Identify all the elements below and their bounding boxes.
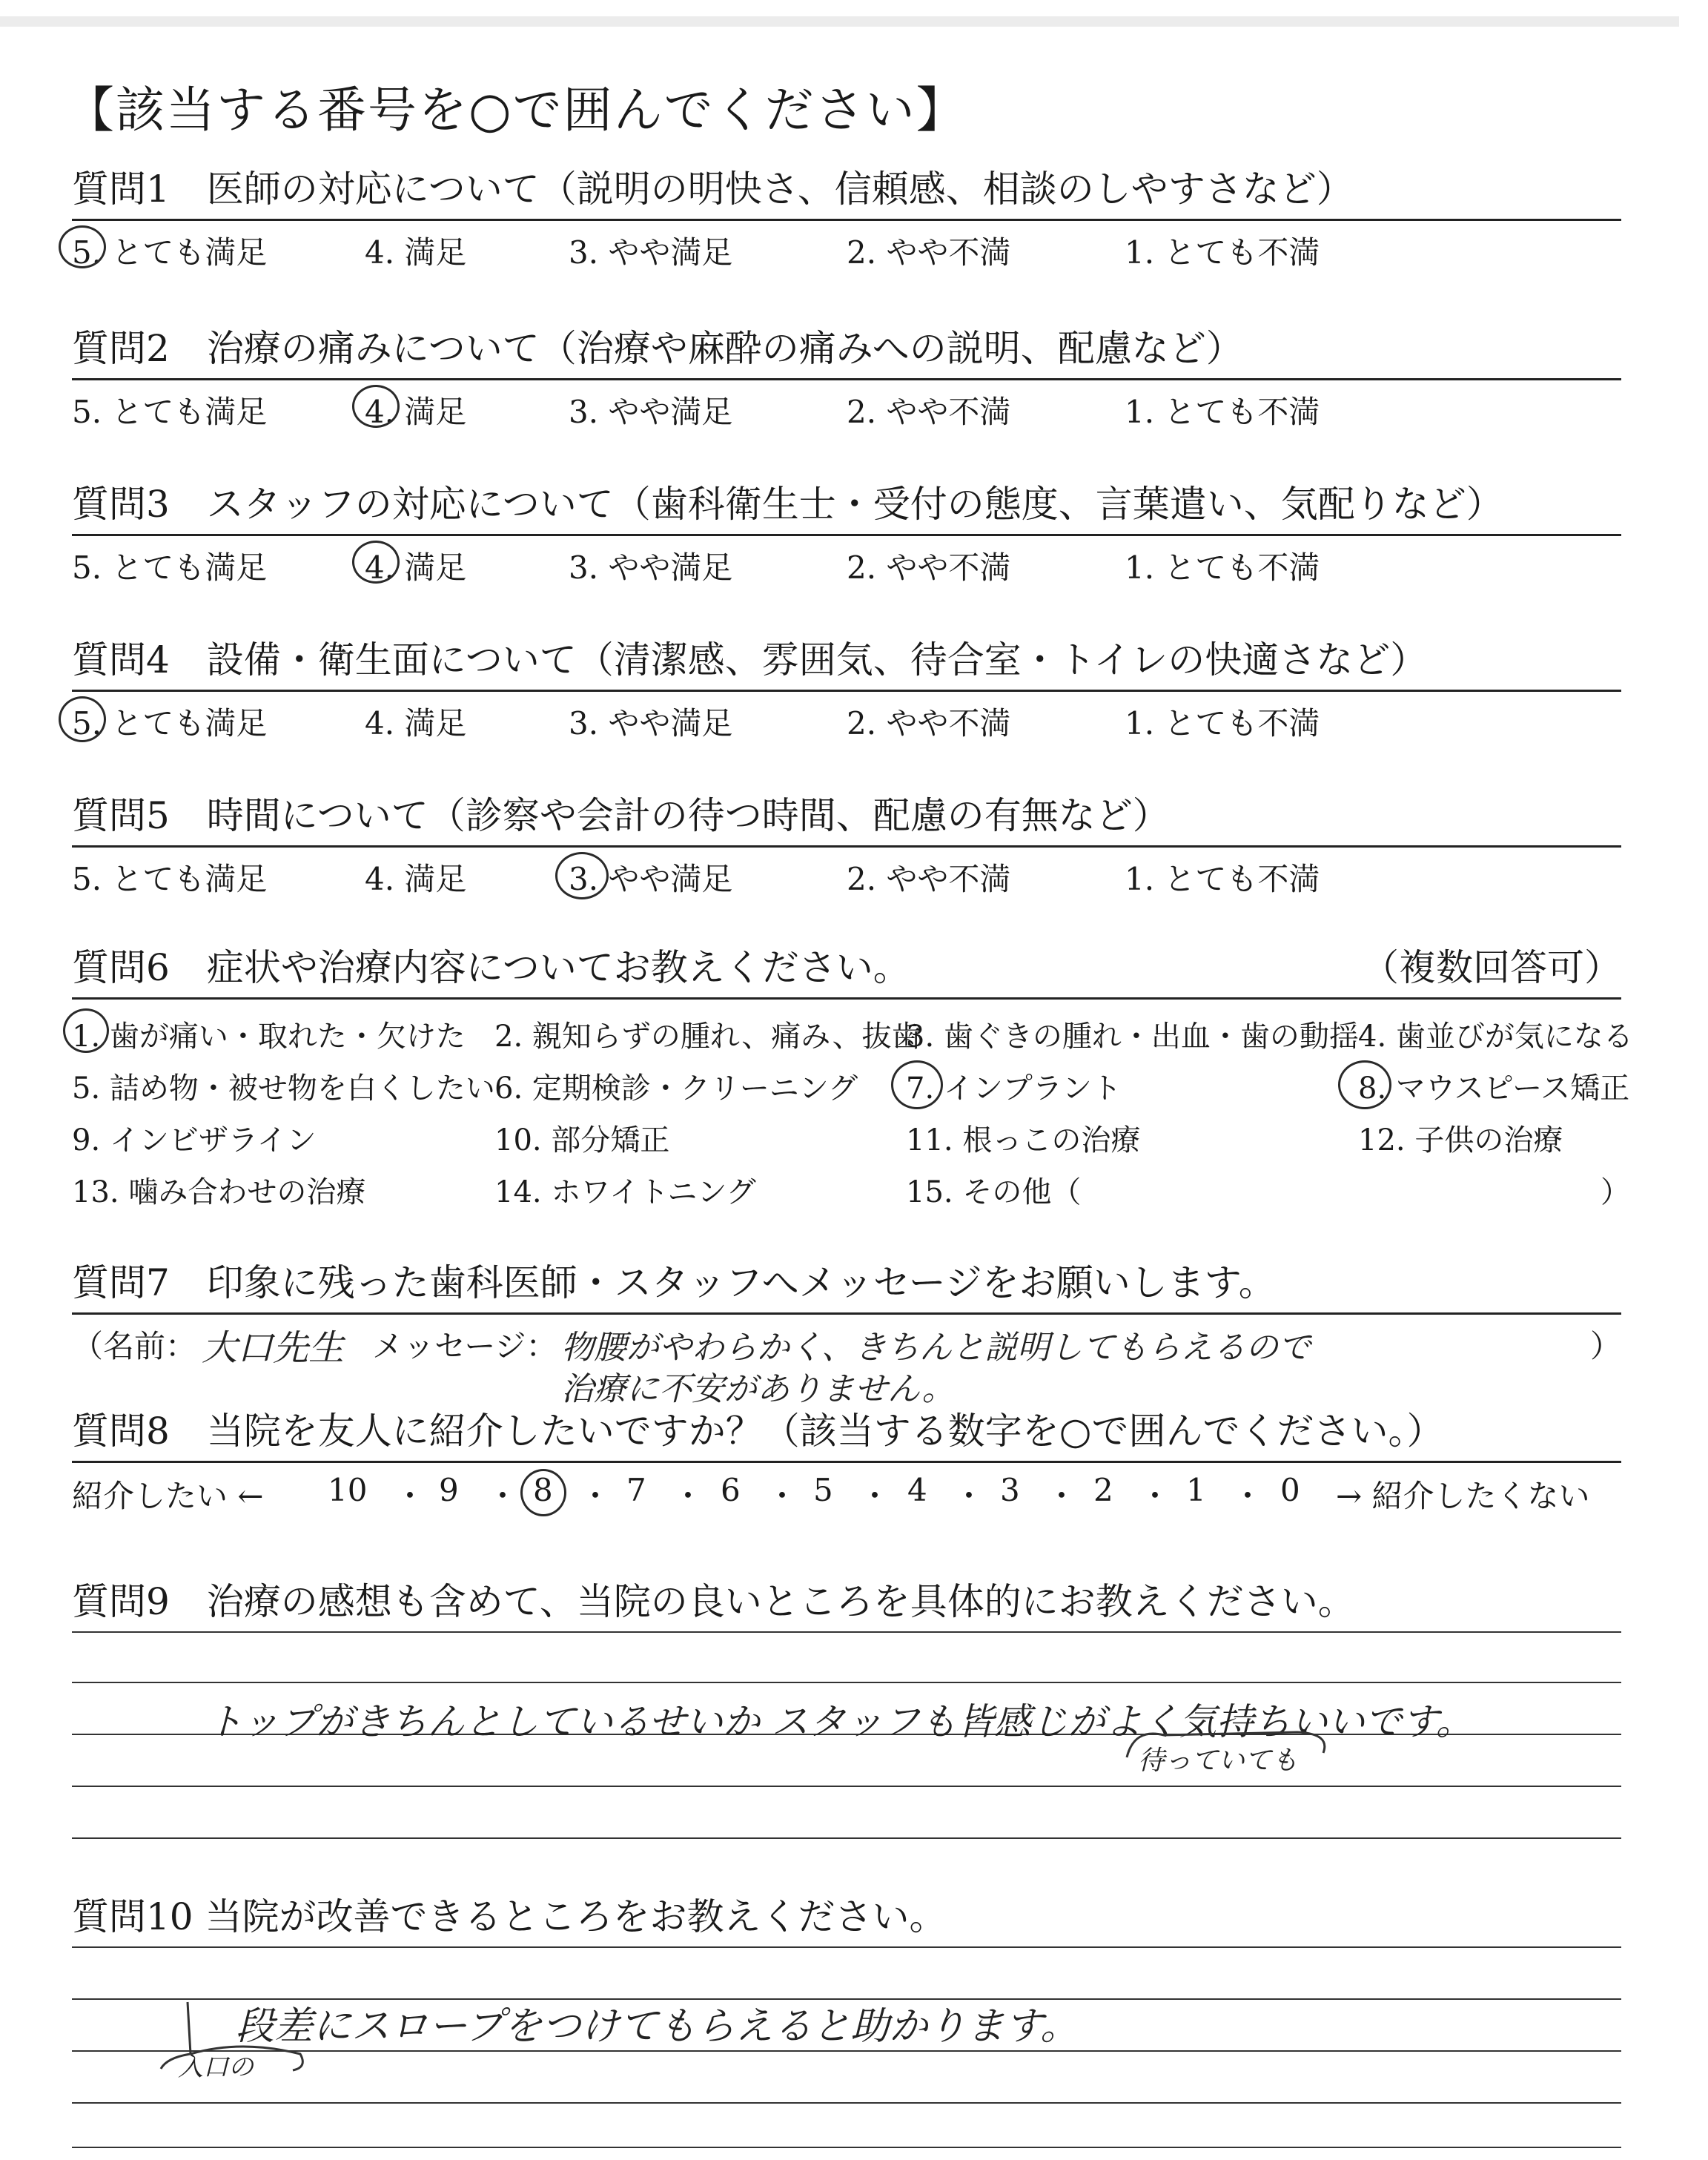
- option-2[interactable]: 2. やや不満: [847, 234, 1011, 271]
- scale-8[interactable]: 8: [533, 1472, 553, 1508]
- scale-7[interactable]: 7: [626, 1472, 646, 1508]
- scale-dot: ・: [1232, 1478, 1264, 1514]
- question-heading: 質問7 印象に残った歯科医師・スタッフへメッセージをお願いします。: [72, 1261, 1276, 1304]
- right-label: → 紹介したくない: [1336, 1478, 1590, 1514]
- close-paren: ）: [1601, 1175, 1630, 1209]
- question-4: [72, 630, 1621, 744]
- option-1[interactable]: 1. とても不満: [1125, 549, 1320, 586]
- option-6[interactable]: 6. 定期検診・クリーニング: [494, 1071, 858, 1106]
- option-5[interactable]: 5. とても満足: [72, 394, 268, 430]
- message-line-2[interactable]: 治療に不安がありません。: [561, 1370, 955, 1408]
- question-9: [72, 1572, 1621, 1631]
- question-heading-text: 質問6 症状や治療内容についてお教えください。: [72, 946, 910, 989]
- rating-options: [72, 692, 1621, 744]
- selection-circle: [59, 696, 106, 742]
- answer-line: [72, 1946, 1621, 1948]
- option-10[interactable]: 10. 部分矯正: [494, 1123, 670, 1157]
- question-heading: [72, 938, 1621, 997]
- option-5[interactable]: 5. とても満足: [72, 861, 268, 897]
- answer-line: [72, 2102, 1621, 2104]
- q9-answer[interactable]: トップがきちんとしているせいか スタッフも皆感じがよく気持ちいいです。: [206, 1700, 1473, 1743]
- selection-circle: [352, 541, 400, 584]
- scale-dot: ・: [487, 1478, 519, 1514]
- option-2[interactable]: 2. やや不満: [847, 394, 1011, 430]
- option-3[interactable]: 3. やや満足: [569, 234, 733, 271]
- option-4[interactable]: 4. 満足: [365, 234, 467, 271]
- scan-top-edge: [0, 16, 1679, 27]
- q10-insert[interactable]: 入口の: [178, 2052, 254, 2082]
- option-4[interactable]: 4. 満足: [365, 861, 467, 897]
- answer-line: [72, 1631, 1621, 1633]
- symptom-options: [72, 1000, 1633, 1215]
- option-3[interactable]: 3. やや満足: [569, 394, 733, 430]
- selection-circle: [520, 1469, 566, 1516]
- scale-5[interactable]: 5: [813, 1472, 833, 1508]
- question-heading: 質問10 当院が改善できるところをお教えください。: [72, 1895, 947, 1938]
- question-heading: 質問9 治療の感想も含めて、当院の良いところを具体的にお教えください。: [72, 1580, 1355, 1623]
- option-14[interactable]: 14. ホワイトニング: [494, 1175, 756, 1209]
- insertion-mark: [152, 1995, 315, 2076]
- question-heading: 質問2 治療の痛みについて（治療や麻酔の痛みへの説明、配慮など）: [72, 327, 1243, 370]
- selection-circle: [1338, 1060, 1391, 1109]
- question-1: [72, 159, 1621, 273]
- q9-insert[interactable]: 待っていても: [1138, 1745, 1299, 1776]
- scale-4[interactable]: 4: [907, 1472, 927, 1508]
- question-heading: 質問8 当院を友人に紹介したいですか？（該当する数字を○で囲んでください。）: [72, 1410, 1444, 1453]
- option-4[interactable]: 4. 満足: [365, 394, 467, 430]
- answer-line: [72, 1786, 1621, 1787]
- answer-line: [72, 1837, 1621, 1839]
- scale-0[interactable]: 0: [1280, 1472, 1300, 1508]
- answer-line: [72, 1682, 1621, 1683]
- multiple-answers-note: （複数回答可）: [1362, 946, 1621, 989]
- question-5: [72, 786, 1621, 899]
- scale-3[interactable]: 3: [1000, 1472, 1020, 1508]
- option-5[interactable]: 5. とても満足: [72, 549, 268, 586]
- question-8: [72, 1401, 1621, 1522]
- selection-circle: [63, 1008, 109, 1053]
- rating-options: [72, 221, 1621, 273]
- scale-dot: ・: [1139, 1478, 1171, 1514]
- question-7: [72, 1253, 1621, 1407]
- selection-circle: [555, 852, 609, 899]
- message-label: メッセージ：: [372, 1328, 557, 1364]
- option-9[interactable]: 9. インビザライン: [72, 1123, 317, 1157]
- option-3[interactable]: 3. やや満足: [569, 705, 733, 742]
- selection-circle: [891, 1060, 943, 1109]
- question-10: [72, 1887, 1621, 1946]
- name-label: （名前：: [72, 1328, 197, 1364]
- close-paren: ）: [1589, 1328, 1621, 1364]
- question-heading: 質問5 時間について（診察や会計の待つ時間、配慮の有無など）: [72, 794, 1170, 837]
- message-row: [72, 1315, 1621, 1407]
- answer-line: [72, 2147, 1621, 2148]
- scale-dot: ・: [394, 1478, 426, 1514]
- option-4[interactable]: 4. 満足: [365, 705, 467, 742]
- scale-6[interactable]: 6: [721, 1472, 741, 1508]
- recommend-scale: [72, 1463, 1621, 1522]
- option-5[interactable]: 5. 詰め物・被せ物を白くしたい: [72, 1071, 495, 1106]
- scale-1[interactable]: 1: [1186, 1472, 1206, 1508]
- scale-dot: ・: [953, 1478, 985, 1514]
- scale-dot: ・: [580, 1478, 612, 1514]
- option-2[interactable]: 2. やや不満: [847, 861, 1011, 897]
- option-1[interactable]: 1. とても不満: [1125, 705, 1320, 742]
- option-11[interactable]: 11. 根っこの治療: [906, 1123, 1141, 1157]
- page-title: 【該当する番号を○で囲んでください】: [65, 82, 967, 139]
- scale-2[interactable]: 2: [1093, 1472, 1113, 1508]
- scale-dot: ・: [1046, 1478, 1078, 1514]
- option-3[interactable]: 3. やや満足: [569, 549, 733, 586]
- left-label: 紹介したい ←: [72, 1478, 264, 1514]
- scale-dot: ・: [767, 1478, 798, 1514]
- scale-9[interactable]: 9: [439, 1472, 459, 1508]
- scale-dot: ・: [672, 1478, 704, 1514]
- selection-circle: [59, 225, 106, 268]
- option-15[interactable]: 15. その他（: [906, 1175, 1082, 1209]
- option-8[interactable]: 8. マウスピース矯正: [1358, 1071, 1630, 1106]
- insertion-mark: [1119, 1720, 1342, 1765]
- option-1[interactable]: 1. 歯が痛い・取れた・欠けた: [72, 1020, 466, 1054]
- option-3[interactable]: 3. やや満足: [569, 861, 733, 897]
- rating-options: [72, 848, 1621, 899]
- option-4[interactable]: 4. 歯並びが気になる: [1358, 1020, 1633, 1054]
- option-5[interactable]: 5. とても満足: [72, 705, 268, 742]
- option-3[interactable]: 3. 歯ぐきの腫れ・出血・歯の動揺: [906, 1020, 1359, 1054]
- option-7[interactable]: 7. インプラント: [906, 1071, 1122, 1106]
- rating-options: [72, 536, 1621, 588]
- option-1[interactable]: 1. とても不満: [1125, 234, 1320, 271]
- question-heading: 質問4 設備・衛生面について（清潔感、雰囲気、待合室・トイレの快適さなど）: [72, 638, 1428, 681]
- option-4[interactable]: 4. 満足: [365, 549, 467, 586]
- scale-10[interactable]: 10: [328, 1472, 368, 1508]
- question-heading: 質問3 スタッフの対応について（歯科衛生士・受付の態度、言葉遣い、気配りなど）: [72, 483, 1503, 526]
- option-1[interactable]: 1. とても不満: [1125, 861, 1320, 897]
- q10-answer[interactable]: 段差にスロープをつけてもらえると助かります。: [236, 2004, 1079, 2049]
- option-2[interactable]: 2. 親知らずの腫れ、痛み、抜歯: [494, 1020, 921, 1054]
- option-2[interactable]: 2. やや不満: [847, 705, 1011, 742]
- option-2[interactable]: 2. やや不満: [847, 549, 1011, 586]
- rating-options: [72, 380, 1621, 432]
- option-1[interactable]: 1. とても不満: [1125, 394, 1320, 430]
- question-3: [72, 475, 1621, 588]
- message-line-1[interactable]: 物腰がやわらかく、きちんと説明してもらえるので: [561, 1329, 1311, 1367]
- selection-circle: [352, 385, 400, 428]
- name-value[interactable]: 大口先生: [202, 1327, 345, 1369]
- option-13[interactable]: 13. 噛み合わせの治療: [72, 1175, 366, 1209]
- option-12[interactable]: 12. 子供の治療: [1358, 1123, 1563, 1157]
- question-6: [72, 938, 1633, 1215]
- scale-dot: ・: [859, 1478, 891, 1514]
- option-5[interactable]: 5. とても満足: [72, 234, 268, 271]
- question-heading: 質問1 医師の対応について（説明の明快さ、信頼感、相談のしやすさなど）: [72, 168, 1354, 211]
- question-2: [72, 319, 1621, 432]
